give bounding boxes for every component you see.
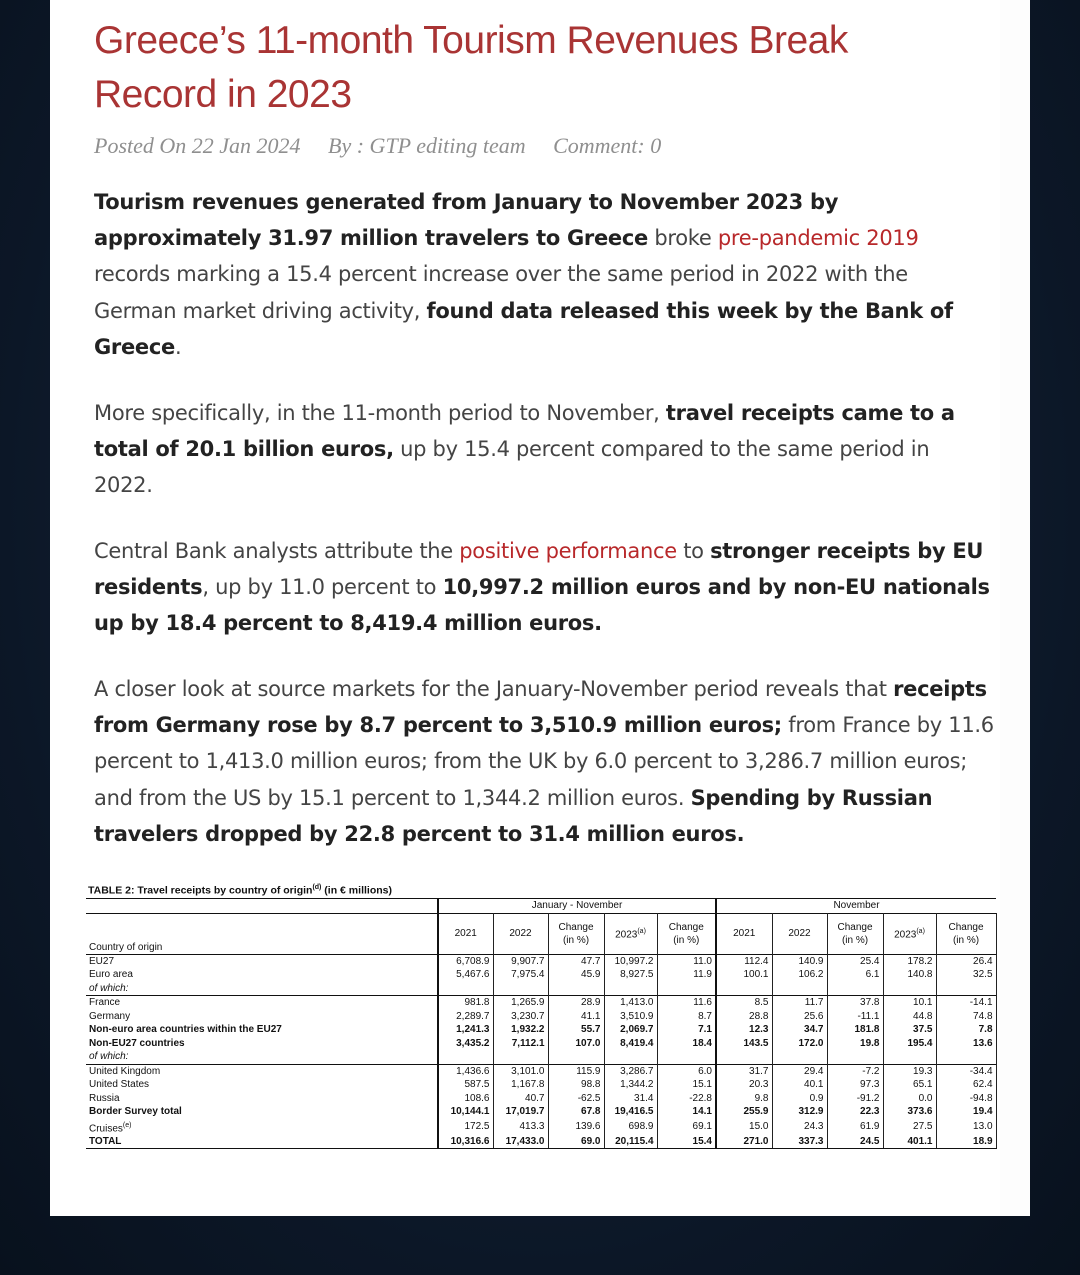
table-cell xyxy=(716,982,772,996)
table-cell: 140.9 xyxy=(772,954,827,968)
table-row xyxy=(86,1050,996,1064)
table-row xyxy=(86,1064,996,1078)
receipts-highlight: 20.1 billion euros xyxy=(185,437,387,462)
row-label-sup: (e) xyxy=(122,1121,132,1129)
paragraph-1 xyxy=(94,184,994,365)
table-cell: 108.6 xyxy=(438,1092,493,1106)
table-cell: 3,101.0 xyxy=(493,1064,548,1078)
table-cell xyxy=(827,1050,883,1064)
group-november: November xyxy=(716,899,996,914)
table-cell: 12.3 xyxy=(716,1023,772,1037)
table-cell: 97.3 xyxy=(827,1078,883,1092)
table-cell: 14.1 xyxy=(657,1105,716,1119)
p3-text-1: Central Bank analysts attribute the xyxy=(94,539,460,563)
article-meta xyxy=(94,133,683,159)
table-cell: 65.1 xyxy=(883,1078,936,1092)
table-cell: 31.7 xyxy=(716,1064,772,1078)
table-row xyxy=(86,1078,996,1092)
p1-bold-3: found data released this week by the Bank of Greece xyxy=(94,298,953,359)
table-cell: 41.1 xyxy=(548,1010,604,1024)
table-cell: 19.8 xyxy=(827,1037,883,1051)
col-header-jn-0: 2021 xyxy=(438,913,493,954)
table-column-header xyxy=(86,913,996,954)
table-cell: 32.5 xyxy=(936,968,996,982)
table-cell: 112.4 xyxy=(716,954,772,968)
table-cell: -11.1 xyxy=(827,1010,883,1024)
table-cell: 69.1 xyxy=(657,1119,716,1135)
table-cell: 11.0 xyxy=(657,954,716,968)
row-label xyxy=(86,1119,438,1135)
positive-performance-link[interactable]: positive performance xyxy=(459,539,677,563)
table-cell: 1,167.8 xyxy=(493,1078,548,1092)
table-cell: 13.6 xyxy=(936,1037,996,1051)
table-cell: 1,932.2 xyxy=(493,1023,548,1037)
table-cell: 47.7 xyxy=(548,954,604,968)
table-cell: 7.8 xyxy=(936,1023,996,1037)
row-label: United States xyxy=(86,1078,438,1092)
row-label: Non-EU27 countries xyxy=(86,1037,438,1051)
table-cell: 140.8 xyxy=(883,968,936,982)
table-group-header xyxy=(86,899,996,914)
table-row xyxy=(86,1010,996,1024)
table-cell: 74.8 xyxy=(936,1010,996,1024)
table-cell: 20,115.4 xyxy=(604,1135,657,1149)
table-cell xyxy=(548,982,604,996)
table-cell: 10,997.2 xyxy=(604,954,657,968)
table-cell: 15.0 xyxy=(716,1119,772,1135)
col-header-nov-0: 2021 xyxy=(716,913,772,954)
table-cell: -7.2 xyxy=(827,1064,883,1078)
table-cell: 7,112.1 xyxy=(493,1037,548,1051)
col-header-sup: (a) xyxy=(916,928,925,936)
table-cell: 115.9 xyxy=(548,1064,604,1078)
col-header-year: 2023 xyxy=(615,929,638,941)
col-header-line: Change xyxy=(558,921,594,933)
p4-bold-1: receipts from Germany rose by 8.7 percent to 3,510.9 million euros; xyxy=(94,677,987,738)
table-row xyxy=(86,996,996,1010)
table-cell: 28.9 xyxy=(548,996,604,1010)
row-label: Russia xyxy=(86,1092,438,1106)
table-cell xyxy=(438,982,493,996)
table-cell: 3,510.9 xyxy=(604,1010,657,1024)
pre-pandemic-link[interactable]: pre-pandemic 2019 xyxy=(717,226,919,251)
p4-text-2: from France by 11.6 percent to 1,413.0 million euros; from the UK by 6.0 percent to 3,286.7 million euros; and from the US by 15.1 percent to 1,344.2 million euros. xyxy=(94,713,994,810)
table-cell: 8,927.5 xyxy=(604,968,657,982)
posted-date: Posted On 22 Jan 2024 xyxy=(94,133,301,158)
table-cell: 22.3 xyxy=(827,1105,883,1119)
table-cell xyxy=(493,982,548,996)
table-cell: 5,467.6 xyxy=(438,968,493,982)
table-cell xyxy=(548,1050,604,1064)
table-cell: 69.0 xyxy=(548,1135,604,1149)
p4-text-1: A closer look at source markets for the January-November period reveals that xyxy=(94,677,894,701)
table-cell: 6.0 xyxy=(657,1064,716,1078)
col-header-jn-2 xyxy=(548,913,604,954)
page-edge xyxy=(1000,0,1030,1216)
table-row xyxy=(86,1092,996,1106)
table-cell: 15.1 xyxy=(657,1078,716,1092)
table-cell: 337.3 xyxy=(772,1135,827,1149)
table-cell: 7,975.4 xyxy=(493,968,548,982)
table-cell: 10.1 xyxy=(883,996,936,1010)
table-cell: 29.4 xyxy=(772,1064,827,1078)
p1-bold-1: Tourism revenues generated from January to November 2023 by approximately xyxy=(94,190,839,251)
table-cell: 100.1 xyxy=(716,968,772,982)
table-cell: -34.4 xyxy=(936,1064,996,1078)
table-cell xyxy=(657,982,716,996)
table-row xyxy=(86,1105,996,1119)
p3-text-2: to xyxy=(676,539,711,563)
author-link[interactable]: By : GTP editing team xyxy=(328,133,526,158)
receipts-table-figure xyxy=(86,884,996,1149)
table-cell: 8,419.4 xyxy=(604,1037,657,1051)
table-cell: 11.9 xyxy=(657,968,716,982)
col-header-line: Change xyxy=(837,921,873,933)
table-cell: 37.8 xyxy=(827,996,883,1010)
table-cell: 55.7 xyxy=(548,1023,604,1037)
table-cell: 25.4 xyxy=(827,954,883,968)
col-header-sup: (a) xyxy=(637,928,646,936)
col-header-nov-4 xyxy=(936,913,996,954)
table-cell: 9,907.7 xyxy=(493,954,548,968)
table-cell xyxy=(604,1050,657,1064)
table-cell xyxy=(883,1050,936,1064)
table-row xyxy=(86,1135,996,1149)
table-cell: 0.9 xyxy=(772,1092,827,1106)
p1-text-3: . xyxy=(174,334,182,359)
table-cell: 25.6 xyxy=(772,1010,827,1024)
table-cell: -94.8 xyxy=(936,1092,996,1106)
col-header-line: (in %) xyxy=(952,934,980,946)
table-cell: 67.8 xyxy=(548,1105,604,1119)
col-header-line: (in %) xyxy=(673,934,700,946)
table-cell: 45.9 xyxy=(548,968,604,982)
row-label: Germany xyxy=(86,1010,438,1024)
table-title xyxy=(88,884,996,898)
article-page xyxy=(50,0,1030,1216)
row-label: Non-euro area countries within the EU27 xyxy=(86,1023,438,1037)
table-cell: 62.4 xyxy=(936,1078,996,1092)
paragraph-3 xyxy=(94,533,994,642)
col-header-nov-2 xyxy=(827,913,883,954)
table-cell: 1,344.2 xyxy=(604,1078,657,1092)
table-cell: 107.0 xyxy=(548,1037,604,1051)
table-cell xyxy=(438,1050,493,1064)
receipts-table xyxy=(86,898,997,1149)
table-cell: 11.7 xyxy=(772,996,827,1010)
col-header-line: (in %) xyxy=(562,934,590,946)
col-header-line: Change xyxy=(668,921,704,933)
table-cell: 3,435.2 xyxy=(438,1037,493,1051)
table-cell xyxy=(493,1050,548,1064)
col-country-header: Country of origin xyxy=(86,913,438,954)
table-cell: 24.3 xyxy=(772,1119,827,1135)
table-cell: 18.4 xyxy=(657,1037,716,1051)
table-title-sup: (d) xyxy=(312,884,322,891)
table-cell: 13.0 xyxy=(936,1119,996,1135)
table-cell: 195.4 xyxy=(883,1037,936,1051)
table-row xyxy=(86,1037,996,1051)
col-header-nov-3 xyxy=(883,913,936,954)
table-cell: 18.9 xyxy=(936,1135,996,1149)
table-cell: 271.0 xyxy=(716,1135,772,1149)
table-cell: 7.1 xyxy=(657,1023,716,1037)
table-cell: 3,286.7 xyxy=(604,1064,657,1078)
table-cell: 106.2 xyxy=(772,968,827,982)
table-cell: 28.8 xyxy=(716,1010,772,1024)
row-label: Border Survey total xyxy=(86,1105,438,1119)
paragraph-4 xyxy=(94,671,994,852)
table-row xyxy=(86,1119,996,1135)
col-header-jn-1: 2022 xyxy=(493,913,548,954)
table-cell xyxy=(716,1050,772,1064)
table-cell: 1,265.9 xyxy=(493,996,548,1010)
table-row xyxy=(86,982,996,996)
table-cell: 19.3 xyxy=(883,1064,936,1078)
p1-text-1: broke xyxy=(647,226,718,251)
p1-text-2: records marking a 15.4 percent increase over the same period in 2022 with the German market driving activity, xyxy=(94,262,908,323)
table-title-text: TABLE 2: Travel receipts by country of origin xyxy=(88,884,313,897)
table-cell: 26.4 xyxy=(936,954,996,968)
table-cell: 10,144.1 xyxy=(438,1105,493,1119)
table-cell: 181.8 xyxy=(827,1023,883,1037)
p3-bold-1: stronger receipts by EU residents xyxy=(94,539,984,600)
row-label: TOTAL xyxy=(86,1135,438,1149)
group-jan-nov: January - November xyxy=(438,899,716,914)
table-cell: 139.6 xyxy=(548,1119,604,1135)
col-header-line: (in %) xyxy=(841,934,869,946)
table-cell: 8.7 xyxy=(657,1010,716,1024)
p1-bold-2: to Greece xyxy=(529,226,648,251)
travelers-highlight: 31.97 million travelers xyxy=(268,226,530,251)
p3-text-3: , up by 11.0 percent to xyxy=(202,575,443,600)
paragraph-2 xyxy=(94,395,994,504)
table-cell: 3,230.7 xyxy=(493,1010,548,1024)
table-cell: 44.8 xyxy=(883,1010,936,1024)
table-title-suffix: (in € millions) xyxy=(321,884,392,897)
p2-text-1: More specifically, in the 11-month period to November, xyxy=(94,401,666,425)
table-cell: 11.6 xyxy=(657,996,716,1010)
table-cell: 401.1 xyxy=(883,1135,936,1149)
table-cell: 40.7 xyxy=(493,1092,548,1106)
article-title: Greece’s 11-month Tourism Revenues Break Record in 2023 xyxy=(94,19,848,116)
table-cell: 15.4 xyxy=(657,1135,716,1149)
comment-count[interactable]: Comment: 0 xyxy=(553,133,662,158)
row-label: of which: xyxy=(86,1050,438,1064)
table-cell: 373.6 xyxy=(883,1105,936,1119)
table-row xyxy=(86,1023,996,1037)
table-cell: 9.8 xyxy=(716,1092,772,1106)
table-cell: 178.2 xyxy=(883,954,936,968)
row-label: United Kingdom xyxy=(86,1064,438,1078)
col-header-year: 2023 xyxy=(894,929,917,941)
table-cell: 37.5 xyxy=(883,1023,936,1037)
table-cell: 2,289.7 xyxy=(438,1010,493,1024)
table-cell: 587.5 xyxy=(438,1078,493,1092)
row-label: EU27 xyxy=(86,954,438,968)
p3-bold-2: 10,997.2 million euros and by non-EU nationals up by 18.4 percent to 8,419.4 million euros. xyxy=(94,575,990,636)
table-cell xyxy=(772,1050,827,1064)
table-cell: -22.8 xyxy=(657,1092,716,1106)
table-cell: 1,413.0 xyxy=(604,996,657,1010)
p4-bold-2: Spending by Russian travelers dropped by 22.8 percent to 31.4 million euros. xyxy=(94,785,933,846)
table-cell: 10,316.6 xyxy=(438,1135,493,1149)
row-label-text: Cruises xyxy=(89,1122,123,1134)
table-cell xyxy=(936,982,996,996)
table-cell: 24.5 xyxy=(827,1135,883,1149)
table-cell: 8.5 xyxy=(716,996,772,1010)
table-cell: 34.7 xyxy=(772,1023,827,1037)
table-cell: 17,019.7 xyxy=(493,1105,548,1119)
table-cell: -14.1 xyxy=(936,996,996,1010)
row-label: of which: xyxy=(86,982,438,996)
p2-text-2: up by 15.4 percent compared to the same period in 2022. xyxy=(94,437,930,498)
table-cell: 0.0 xyxy=(883,1092,936,1106)
table-cell: 698.9 xyxy=(604,1119,657,1135)
row-label: France xyxy=(86,996,438,1010)
table-cell: 61.9 xyxy=(827,1119,883,1135)
table-cell xyxy=(883,982,936,996)
table-cell: 2,069.7 xyxy=(604,1023,657,1037)
table-cell: 1,436.6 xyxy=(438,1064,493,1078)
table-cell: 143.5 xyxy=(716,1037,772,1051)
table-cell: 6.1 xyxy=(827,968,883,982)
table-cell: 172.0 xyxy=(772,1037,827,1051)
table-cell: 255.9 xyxy=(716,1105,772,1119)
p2-bold-1: travel receipts came to a total of xyxy=(94,401,955,462)
table-cell xyxy=(604,982,657,996)
table-cell: 19,416.5 xyxy=(604,1105,657,1119)
table-cell: 1,241.3 xyxy=(438,1023,493,1037)
table-cell: 31.4 xyxy=(604,1092,657,1106)
table-cell: 20.3 xyxy=(716,1078,772,1092)
table-row xyxy=(86,968,996,982)
table-cell: -62.5 xyxy=(548,1092,604,1106)
table-cell: 413.3 xyxy=(493,1119,548,1135)
table-cell xyxy=(657,1050,716,1064)
table-cell xyxy=(827,982,883,996)
p2-bold-2: , xyxy=(386,437,394,462)
table-cell: 312.9 xyxy=(772,1105,827,1119)
col-header-nov-1: 2022 xyxy=(772,913,827,954)
table-row xyxy=(86,954,996,968)
col-header-jn-3 xyxy=(604,913,657,954)
table-cell: 17,433.0 xyxy=(493,1135,548,1149)
table-cell: 19.4 xyxy=(936,1105,996,1119)
table-cell: 40.1 xyxy=(772,1078,827,1092)
table-cell: 98.8 xyxy=(548,1078,604,1092)
row-label: Euro area xyxy=(86,968,438,982)
table-cell: -91.2 xyxy=(827,1092,883,1106)
col-header-jn-4 xyxy=(657,913,716,954)
col-header-line: Change xyxy=(948,921,984,933)
table-cell xyxy=(936,1050,996,1064)
table-cell: 6,708.9 xyxy=(438,954,493,968)
table-cell: 172.5 xyxy=(438,1119,493,1135)
table-cell: 27.5 xyxy=(883,1119,936,1135)
table-cell: 981.8 xyxy=(438,996,493,1010)
table-cell xyxy=(772,982,827,996)
